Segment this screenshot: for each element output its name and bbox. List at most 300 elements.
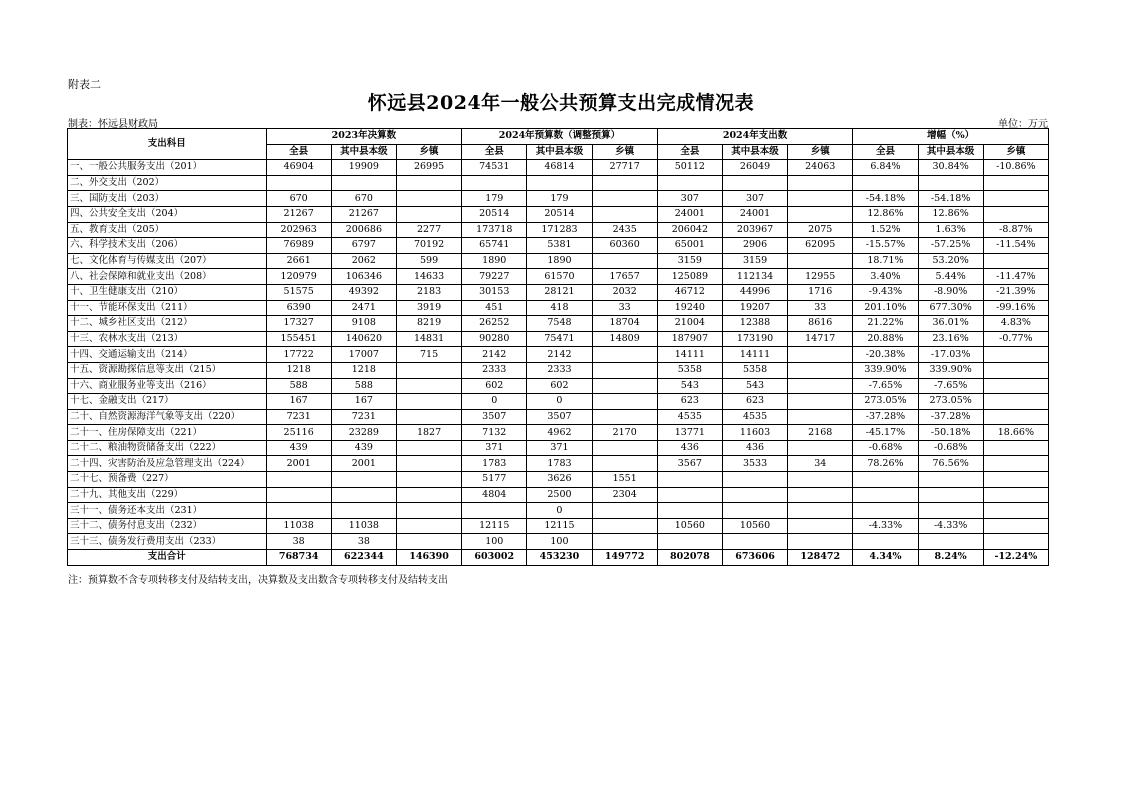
value-cell: 26049 xyxy=(722,160,787,176)
value-cell: 1218 xyxy=(266,362,331,378)
value-cell xyxy=(788,362,853,378)
table-row xyxy=(68,518,1049,534)
value-cell: 2032 xyxy=(592,284,657,300)
value-cell xyxy=(918,472,983,488)
value-cell: 0 xyxy=(527,503,592,519)
value-cell: 17327 xyxy=(266,316,331,332)
value-cell: 44996 xyxy=(722,284,787,300)
value-cell: -11.54% xyxy=(983,238,1048,254)
value-cell: 10560 xyxy=(722,518,787,534)
row-subject-cell: 三十一、债务还本支出（231） xyxy=(68,503,267,519)
value-cell: 371 xyxy=(527,440,592,456)
value-cell: 74531 xyxy=(462,160,527,176)
value-cell: 3626 xyxy=(527,472,592,488)
subheader-cell: 其中县本级 xyxy=(527,144,592,160)
value-cell: 603002 xyxy=(462,550,527,566)
value-cell xyxy=(722,487,787,503)
header-group-growth: 增幅（%） xyxy=(853,129,1049,145)
value-cell: 7548 xyxy=(527,316,592,332)
value-cell: -37.28% xyxy=(853,409,918,425)
value-cell: 27717 xyxy=(592,160,657,176)
value-cell xyxy=(788,253,853,269)
value-cell xyxy=(983,378,1048,394)
table-row xyxy=(68,175,1049,191)
value-cell: 24001 xyxy=(657,206,722,222)
value-cell: 146390 xyxy=(396,550,461,566)
row-subject-cell: 十四、交通运输支出（214） xyxy=(68,347,267,363)
value-cell xyxy=(788,409,853,425)
value-cell: -8.90% xyxy=(918,284,983,300)
value-cell: -0.68% xyxy=(853,440,918,456)
value-cell: 453230 xyxy=(527,550,592,566)
table-row xyxy=(68,316,1049,332)
value-cell: 100 xyxy=(462,534,527,550)
row-subject-cell: 三十三、债务发行费用支出（233） xyxy=(68,534,267,550)
value-cell: 1716 xyxy=(788,284,853,300)
table-row xyxy=(68,472,1049,488)
value-cell: 5381 xyxy=(527,238,592,254)
value-cell xyxy=(527,175,592,191)
value-cell: 23289 xyxy=(331,425,396,441)
value-cell xyxy=(983,518,1048,534)
value-cell: 1890 xyxy=(462,253,527,269)
value-cell xyxy=(853,503,918,519)
value-cell xyxy=(592,503,657,519)
row-subject-cell: 二十四、灾害防治及应急管理支出（224） xyxy=(68,456,267,472)
value-cell: -7.65% xyxy=(853,378,918,394)
value-cell: 2075 xyxy=(788,222,853,238)
value-cell: 3159 xyxy=(722,253,787,269)
value-cell: 38 xyxy=(266,534,331,550)
value-cell xyxy=(266,503,331,519)
value-cell: -0.68% xyxy=(918,440,983,456)
value-cell: 11603 xyxy=(722,425,787,441)
value-cell: 26995 xyxy=(396,160,461,176)
value-cell: 715 xyxy=(396,347,461,363)
value-cell: 2304 xyxy=(592,487,657,503)
table-body xyxy=(68,160,1049,565)
value-cell: 3507 xyxy=(462,409,527,425)
value-cell xyxy=(657,503,722,519)
value-cell: 12.86% xyxy=(853,206,918,222)
value-cell xyxy=(918,534,983,550)
value-cell xyxy=(853,487,918,503)
value-cell: 19207 xyxy=(722,300,787,316)
table-row xyxy=(68,409,1049,425)
value-cell: 4.83% xyxy=(983,316,1048,332)
header-group-2024-budget: 2024年预算数（调整预算） xyxy=(462,129,658,145)
value-cell: 14831 xyxy=(396,331,461,347)
value-cell: 19240 xyxy=(657,300,722,316)
value-cell xyxy=(396,503,461,519)
value-cell xyxy=(983,175,1048,191)
value-cell: 203967 xyxy=(722,222,787,238)
value-cell xyxy=(788,347,853,363)
value-cell: 11038 xyxy=(266,518,331,534)
value-cell xyxy=(396,378,461,394)
value-cell: 12115 xyxy=(527,518,592,534)
value-cell: 273.05% xyxy=(918,394,983,410)
value-cell xyxy=(788,206,853,222)
value-cell: 6.84% xyxy=(853,160,918,176)
value-cell xyxy=(592,378,657,394)
value-cell: 10560 xyxy=(657,518,722,534)
value-cell xyxy=(396,362,461,378)
value-cell: -15.57% xyxy=(853,238,918,254)
value-cell xyxy=(331,175,396,191)
table-row xyxy=(68,269,1049,285)
value-cell: 339.90% xyxy=(853,362,918,378)
value-cell xyxy=(983,191,1048,207)
value-cell: 2168 xyxy=(788,425,853,441)
value-cell xyxy=(722,503,787,519)
value-cell: 6797 xyxy=(331,238,396,254)
value-cell: -50.18% xyxy=(918,425,983,441)
value-cell: 120979 xyxy=(266,269,331,285)
footnote: 注：预算数不含专项转移支付及结转支出，决算数及支出数含专项转移支付及结转支出 xyxy=(68,575,448,586)
header-group-2024-spend: 2024年支出数 xyxy=(657,129,853,145)
value-cell: 36.01% xyxy=(918,316,983,332)
value-cell: 167 xyxy=(331,394,396,410)
value-cell xyxy=(918,503,983,519)
value-cell: 11038 xyxy=(331,518,396,534)
value-cell xyxy=(396,409,461,425)
value-cell: 14633 xyxy=(396,269,461,285)
value-cell: 3567 xyxy=(657,456,722,472)
table-row xyxy=(68,253,1049,269)
value-cell: 21004 xyxy=(657,316,722,332)
value-cell: 5358 xyxy=(722,362,787,378)
value-cell: 12115 xyxy=(462,518,527,534)
subheader-cell: 乡镇 xyxy=(592,144,657,160)
value-cell xyxy=(983,347,1048,363)
value-cell: 14111 xyxy=(657,347,722,363)
value-cell: 2500 xyxy=(527,487,592,503)
row-subject-cell: 二、外交支出（202） xyxy=(68,175,267,191)
value-cell: 51575 xyxy=(266,284,331,300)
value-cell: 588 xyxy=(266,378,331,394)
subheader-cell: 其中县本级 xyxy=(722,144,787,160)
value-cell: 307 xyxy=(722,191,787,207)
value-cell: -0.77% xyxy=(983,331,1048,347)
value-cell: -7.65% xyxy=(918,378,983,394)
value-cell: -99.16% xyxy=(983,300,1048,316)
value-cell: 602 xyxy=(527,378,592,394)
value-cell: 677.30% xyxy=(918,300,983,316)
value-cell: -45.17% xyxy=(853,425,918,441)
table-row xyxy=(68,394,1049,410)
table-row xyxy=(68,534,1049,550)
value-cell: 2661 xyxy=(266,253,331,269)
value-cell xyxy=(983,206,1048,222)
value-cell: 543 xyxy=(722,378,787,394)
value-cell xyxy=(396,487,461,503)
value-cell: 33 xyxy=(788,300,853,316)
value-cell: -54.18% xyxy=(918,191,983,207)
value-cell: 125089 xyxy=(657,269,722,285)
value-cell xyxy=(331,503,396,519)
table-row xyxy=(68,300,1049,316)
row-subject-cell: 二十、自然资源海洋气象等支出（220） xyxy=(68,409,267,425)
value-cell: 2471 xyxy=(331,300,396,316)
value-cell: 46712 xyxy=(657,284,722,300)
value-cell: 100 xyxy=(527,534,592,550)
value-cell: 622344 xyxy=(331,550,396,566)
value-cell: 38 xyxy=(331,534,396,550)
value-cell xyxy=(592,191,657,207)
value-cell: 202963 xyxy=(266,222,331,238)
value-cell: -21.39% xyxy=(983,284,1048,300)
value-cell: 62095 xyxy=(788,238,853,254)
value-cell: 6390 xyxy=(266,300,331,316)
value-cell xyxy=(788,503,853,519)
value-cell: 7231 xyxy=(266,409,331,425)
subheader-cell: 乡镇 xyxy=(983,144,1048,160)
value-cell: 53.20% xyxy=(918,253,983,269)
row-subject-cell: 十七、金融支出（217） xyxy=(68,394,267,410)
value-cell xyxy=(592,440,657,456)
table-row xyxy=(68,378,1049,394)
value-cell xyxy=(918,487,983,503)
value-cell xyxy=(788,534,853,550)
value-cell xyxy=(396,206,461,222)
value-cell: 173718 xyxy=(462,222,527,238)
value-cell xyxy=(396,518,461,534)
row-subject-cell: 七、文化体育与传媒支出（207） xyxy=(68,253,267,269)
table-row xyxy=(68,503,1049,519)
value-cell: 8.24% xyxy=(918,550,983,566)
value-cell xyxy=(266,487,331,503)
value-cell: 179 xyxy=(527,191,592,207)
value-cell: 18.71% xyxy=(853,253,918,269)
value-cell: 21267 xyxy=(266,206,331,222)
value-cell: 28121 xyxy=(527,284,592,300)
value-cell: 2333 xyxy=(527,362,592,378)
value-cell xyxy=(592,409,657,425)
value-cell: 2062 xyxy=(331,253,396,269)
value-cell: 76989 xyxy=(266,238,331,254)
value-cell: 3533 xyxy=(722,456,787,472)
value-cell xyxy=(722,534,787,550)
row-subject-cell: 十六、商业服务业等支出（216） xyxy=(68,378,267,394)
subheader-cell: 乡镇 xyxy=(788,144,853,160)
value-cell: -4.33% xyxy=(853,518,918,534)
value-cell xyxy=(788,191,853,207)
value-cell: -8.87% xyxy=(983,222,1048,238)
table-header xyxy=(68,129,1049,160)
table-row xyxy=(68,456,1049,472)
value-cell: -20.38% xyxy=(853,347,918,363)
value-cell xyxy=(853,534,918,550)
value-cell: 60360 xyxy=(592,238,657,254)
value-cell xyxy=(331,472,396,488)
value-cell: 1783 xyxy=(527,456,592,472)
row-subject-cell: 十、卫生健康支出（210） xyxy=(68,284,267,300)
value-cell: 8219 xyxy=(396,316,461,332)
value-cell: 46904 xyxy=(266,160,331,176)
row-subject-cell: 六、科学技术支出（206） xyxy=(68,238,267,254)
value-cell: 17722 xyxy=(266,347,331,363)
value-cell: 1827 xyxy=(396,425,461,441)
row-subject-cell: 三十二、债务付息支出（232） xyxy=(68,518,267,534)
value-cell xyxy=(983,253,1048,269)
value-cell: 24001 xyxy=(722,206,787,222)
value-cell xyxy=(983,409,1048,425)
table-row xyxy=(68,425,1049,441)
value-cell: 12388 xyxy=(722,316,787,332)
subheader-cell: 乡镇 xyxy=(396,144,461,160)
value-cell: 9108 xyxy=(331,316,396,332)
value-cell: 14809 xyxy=(592,331,657,347)
value-cell: 673606 xyxy=(722,550,787,566)
table-row xyxy=(68,238,1049,254)
maker-label: 制表：怀远县财政局 xyxy=(68,119,158,130)
row-subject-cell: 十一、节能环保支出（211） xyxy=(68,300,267,316)
table-row xyxy=(68,362,1049,378)
value-cell: 7231 xyxy=(331,409,396,425)
subheader-cell: 全县 xyxy=(266,144,331,160)
value-cell: 2277 xyxy=(396,222,461,238)
value-cell: 171283 xyxy=(527,222,592,238)
value-cell: 3159 xyxy=(657,253,722,269)
value-cell: 0 xyxy=(462,394,527,410)
value-cell: 1218 xyxy=(331,362,396,378)
value-cell: 307 xyxy=(657,191,722,207)
value-cell: 90280 xyxy=(462,331,527,347)
value-cell: 1.63% xyxy=(918,222,983,238)
value-cell: 4535 xyxy=(657,409,722,425)
value-cell: 76.56% xyxy=(918,456,983,472)
value-cell xyxy=(657,534,722,550)
value-cell: -12.24% xyxy=(983,550,1048,566)
value-cell: 23.16% xyxy=(918,331,983,347)
value-cell: 20514 xyxy=(527,206,592,222)
value-cell: 128472 xyxy=(788,550,853,566)
value-cell: 588 xyxy=(331,378,396,394)
value-cell: 206042 xyxy=(657,222,722,238)
total-row xyxy=(68,550,1049,566)
value-cell xyxy=(331,487,396,503)
value-cell: 3.40% xyxy=(853,269,918,285)
value-cell xyxy=(788,440,853,456)
value-cell: -37.28% xyxy=(918,409,983,425)
header-subject: 支出科目 xyxy=(68,129,267,160)
value-cell xyxy=(853,175,918,191)
value-cell: 201.10% xyxy=(853,300,918,316)
value-cell: 149772 xyxy=(592,550,657,566)
value-cell xyxy=(722,472,787,488)
value-cell: 768734 xyxy=(266,550,331,566)
value-cell: 13771 xyxy=(657,425,722,441)
value-cell: 4535 xyxy=(722,409,787,425)
value-cell: 167 xyxy=(266,394,331,410)
value-cell: 14111 xyxy=(722,347,787,363)
value-cell: 623 xyxy=(722,394,787,410)
value-cell: 65741 xyxy=(462,238,527,254)
row-subject-cell: 三、国防支出（203） xyxy=(68,191,267,207)
value-cell: 2001 xyxy=(331,456,396,472)
value-cell: 18.66% xyxy=(983,425,1048,441)
value-cell: 436 xyxy=(657,440,722,456)
value-cell: 543 xyxy=(657,378,722,394)
value-cell: 599 xyxy=(396,253,461,269)
value-cell: 4.34% xyxy=(853,550,918,566)
budget-table xyxy=(67,128,1049,566)
value-cell: 0 xyxy=(527,394,592,410)
value-cell: 339.90% xyxy=(918,362,983,378)
value-cell xyxy=(983,534,1048,550)
value-cell xyxy=(657,472,722,488)
value-cell: -4.33% xyxy=(918,518,983,534)
subheader-cell: 其中县本级 xyxy=(331,144,396,160)
value-cell: 65001 xyxy=(657,238,722,254)
value-cell xyxy=(983,456,1048,472)
value-cell: 2906 xyxy=(722,238,787,254)
row-subject-cell: 二十七、预备费（227） xyxy=(68,472,267,488)
value-cell: 1783 xyxy=(462,456,527,472)
value-cell: 78.26% xyxy=(853,456,918,472)
row-subject-cell: 八、社会保障和就业支出（208） xyxy=(68,269,267,285)
value-cell: 14717 xyxy=(788,331,853,347)
value-cell: 8616 xyxy=(788,316,853,332)
table-row xyxy=(68,160,1049,176)
value-cell: 50112 xyxy=(657,160,722,176)
value-cell xyxy=(983,362,1048,378)
value-cell: 19909 xyxy=(331,160,396,176)
unit-label: 单位：万元 xyxy=(998,119,1048,130)
value-cell xyxy=(788,378,853,394)
value-cell: 106346 xyxy=(331,269,396,285)
value-cell: 24063 xyxy=(788,160,853,176)
value-cell: 46814 xyxy=(527,160,592,176)
row-subject-cell: 二十一、住房保障支出（221） xyxy=(68,425,267,441)
value-cell: -17.03% xyxy=(918,347,983,363)
value-cell: 70192 xyxy=(396,238,461,254)
subheader-cell: 其中县本级 xyxy=(918,144,983,160)
value-cell xyxy=(396,472,461,488)
table-row xyxy=(68,191,1049,207)
table-row xyxy=(68,331,1049,347)
value-cell: -54.18% xyxy=(853,191,918,207)
value-cell: 670 xyxy=(266,191,331,207)
row-subject-cell: 支出合计 xyxy=(68,550,267,566)
subheader-cell: 全县 xyxy=(853,144,918,160)
value-cell xyxy=(983,472,1048,488)
value-cell xyxy=(592,534,657,550)
value-cell: 371 xyxy=(462,440,527,456)
value-cell: 12955 xyxy=(788,269,853,285)
attachment-label: 附表二 xyxy=(68,78,101,91)
value-cell: -10.86% xyxy=(983,160,1048,176)
value-cell xyxy=(983,487,1048,503)
value-cell xyxy=(592,518,657,534)
value-cell: 179 xyxy=(462,191,527,207)
value-cell: 79227 xyxy=(462,269,527,285)
value-cell: 112134 xyxy=(722,269,787,285)
value-cell: 25116 xyxy=(266,425,331,441)
table-row xyxy=(68,284,1049,300)
value-cell: 140620 xyxy=(331,331,396,347)
value-cell: 5177 xyxy=(462,472,527,488)
value-cell xyxy=(853,472,918,488)
value-cell: 4804 xyxy=(462,487,527,503)
value-cell: 5358 xyxy=(657,362,722,378)
value-cell xyxy=(657,175,722,191)
value-cell xyxy=(788,518,853,534)
value-cell xyxy=(788,472,853,488)
value-cell xyxy=(592,253,657,269)
value-cell: 7132 xyxy=(462,425,527,441)
